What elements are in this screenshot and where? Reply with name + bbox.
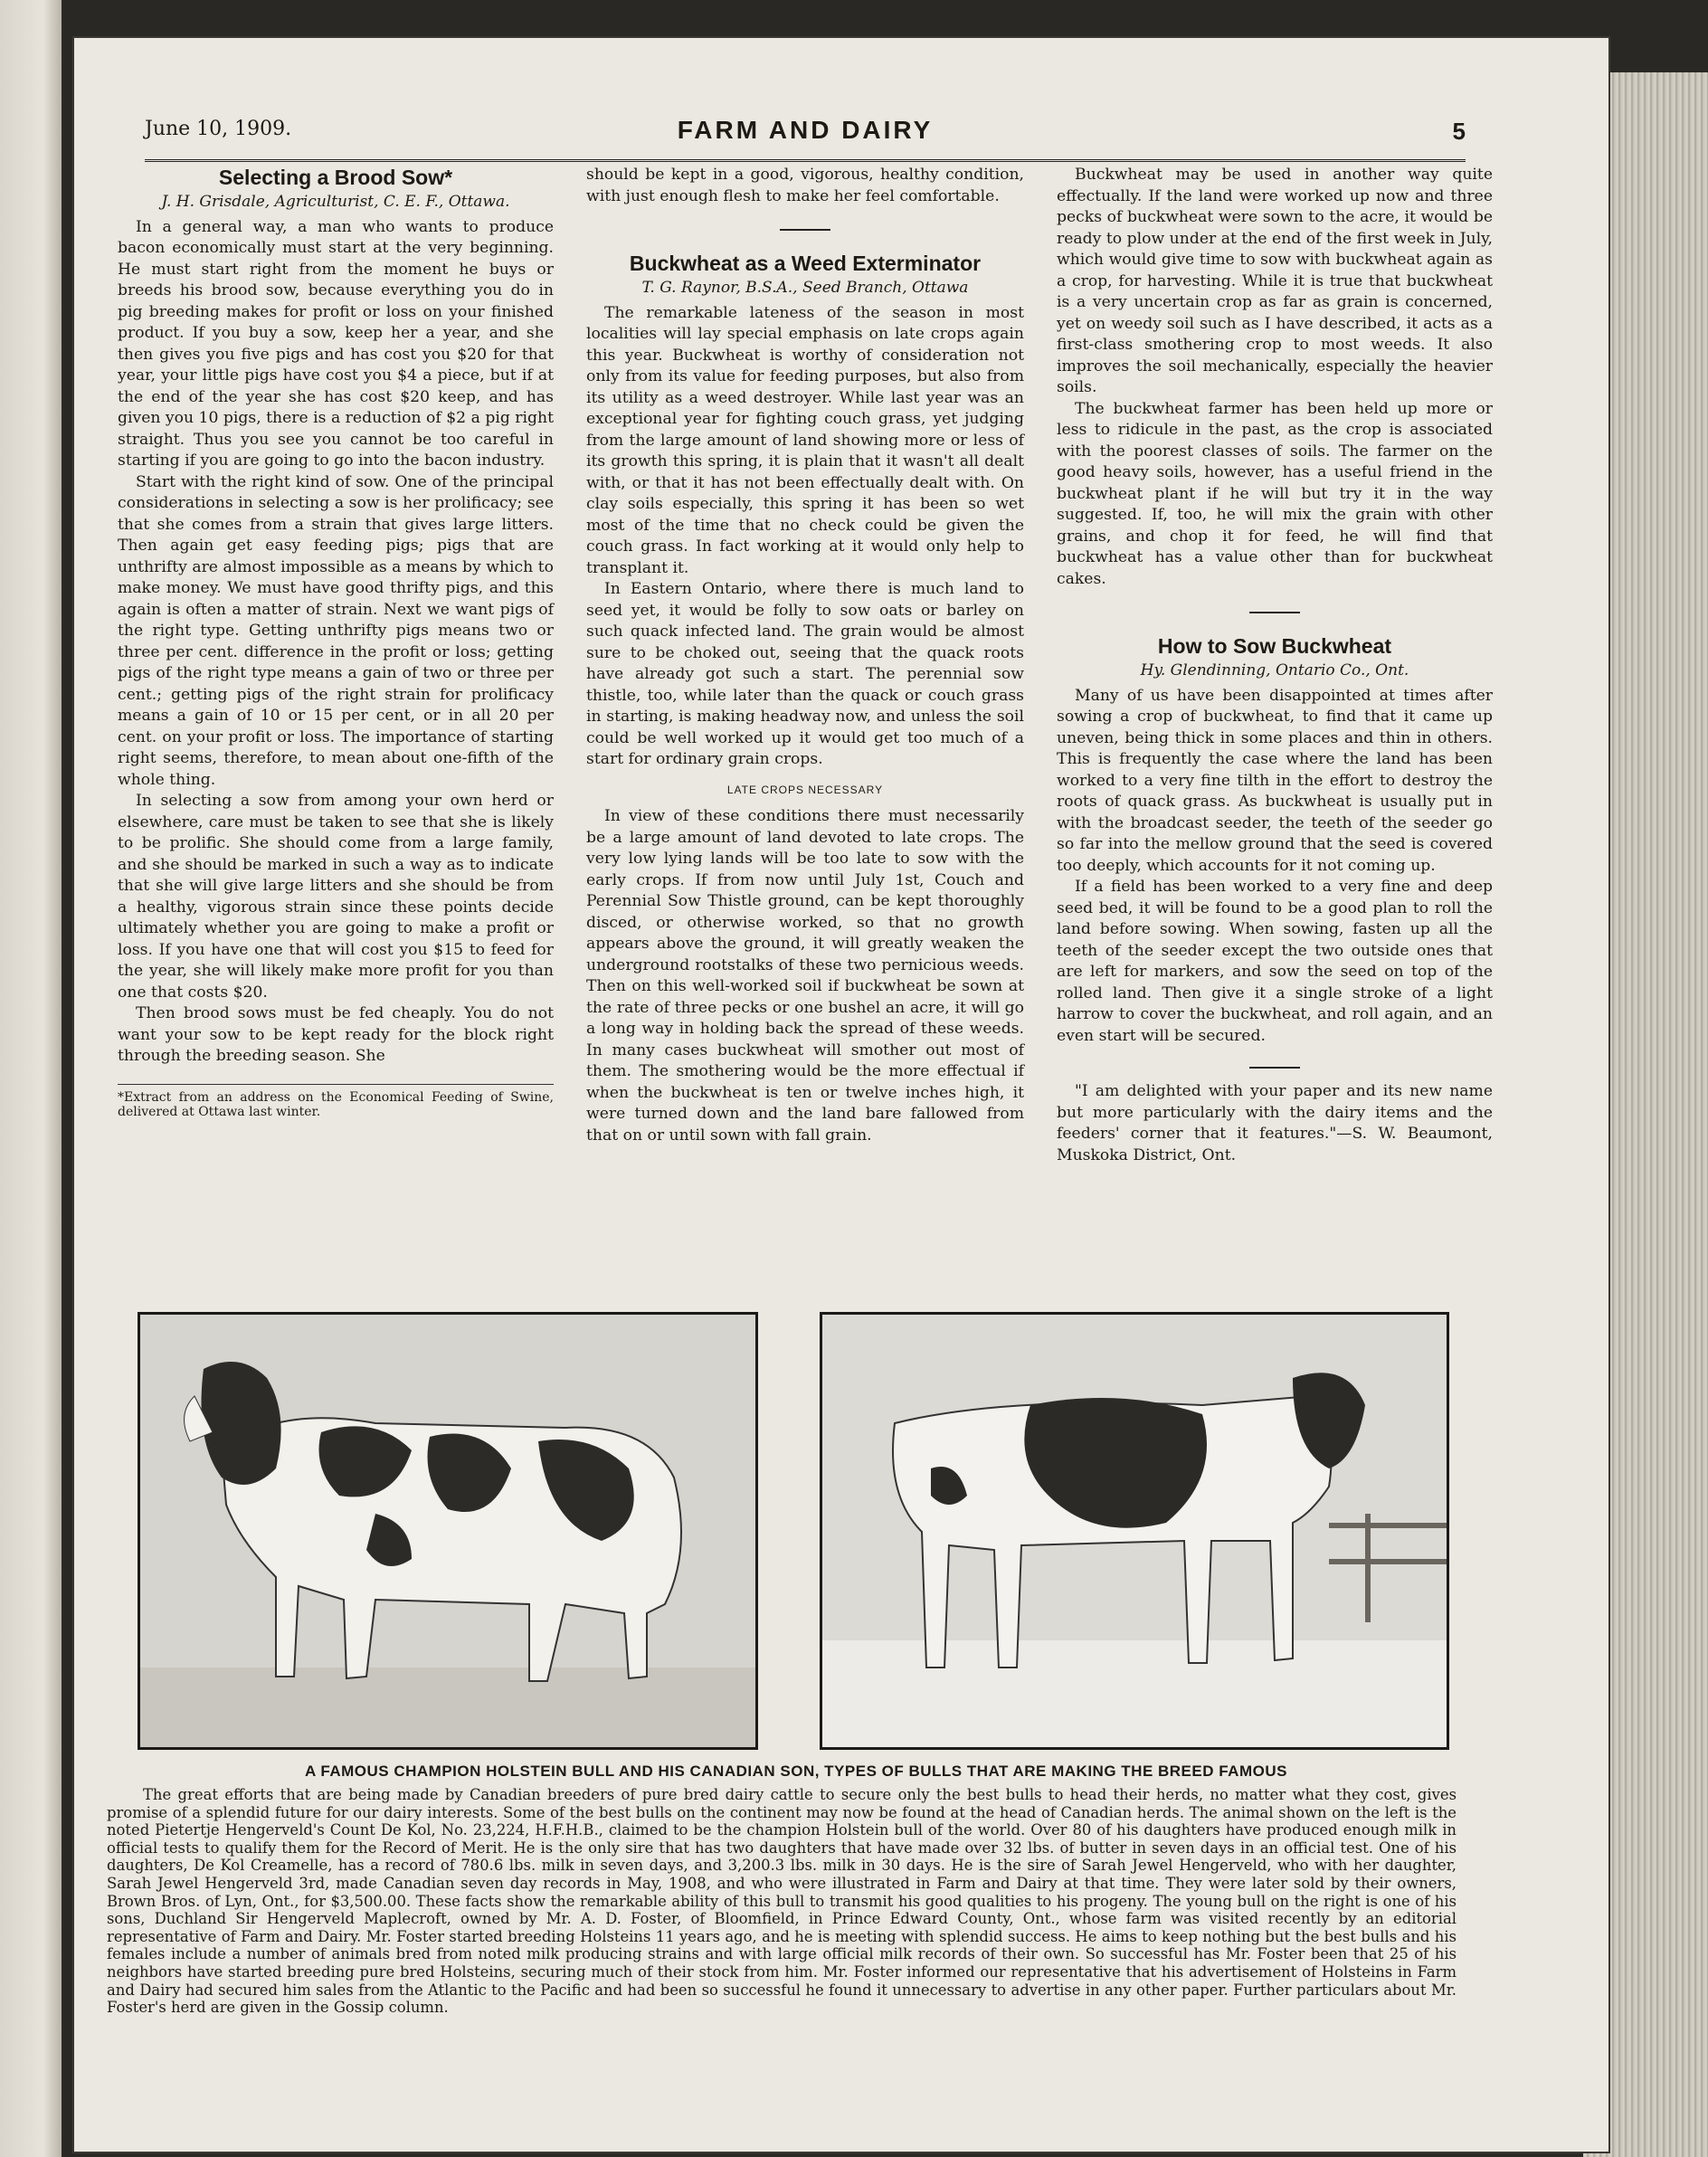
young-bull-illustration — [822, 1315, 1447, 1747]
issue-date: June 10, 1909. — [145, 118, 292, 140]
paragraph: Start with the right kind of sow. One of the principal considerations in selecting a sow is her prolificacy; see that she comes from a strain that gives large litters. Then again get easy feeding pigs; pigs that are unthrifty are almost impossible as a means by which to make money. We must have good thrifty pigs, and this again is often a matter of strain. Next we want pigs of the right type. Getting unthrifty pigs means two or three per cent. difference in the profit or loss; getting pigs of the right type means a gain of two or three per cent.; getting pigs of the right strain for prolificacy means a gain of 10 or 15 per cent, or in all 20 per cent. on your profit or loss. The importance of starting right seems, therefore, to mean about one-fifth of the whole thing. — [118, 472, 554, 789]
paragraph: Then brood sows must be fed cheaply. You do not want your sow to be kept ready for the block right through the breeding season. She — [118, 1004, 554, 1065]
footnote: *Extract from an address on the Economical Feeding of Swine, delivered at Ottawa last winter. — [118, 1084, 554, 1119]
column-1 — [118, 165, 554, 1119]
paragraph: Many of us have been disappointed at times after sowing a crop of buckwheat, to find that it came up uneven, being thick in some places and thin in others. This is frequently the case where the land has been worked to a very fine tilth in the effort to destroy the roots of quack grass. As buckwheat is usually put in with the broadcast seeder, the teeth of the seeder go so far into the mellow ground that the seed is covered too deeply, which accounts for it not coming up. — [1057, 686, 1493, 875]
article-title-sow-buckwheat: How to Sow Buckwheat — [1157, 634, 1392, 658]
paragraph: In selecting a sow from among your own herd or elsewhere, care must be taken to see that she is likely to be prolific. She should come from a large family, and she should be marked in such a way as to indicate that she will give large litters and she should be from a healthy, vigorous strain since these points decide ultimately whether you are going to make a profit or loss. If you have one that will cost you $15 to feed for the year, she will likely make more profit for you than one that costs $20. — [118, 792, 554, 1002]
caption-paragraph: The great efforts that are being made by Canadian breeders of pure bred dairy cattle to secure only the best bulls to head their herds, no matter what they cost, gives promise of a splendid future for our dairy interests. Some of the best bulls on the continent may now be found at the head of Canadian herds. The animal shown on the left is the noted Pietertje Hengerveld's Count De Kol, No. 23,224, H.F.H.B., claimed to be the champion Holstein bull of the world. Over 80 of his daughters have produced enough milk in official tests to qualify them for the Record of Merit. He is the only sire that has two daughters that have made over 32 lbs. of butter in seven days in an official test. One of his daughters, De Kol Creamelle, has a record of 780.6 lbs. milk in seven days, and 3,200.3 lbs. milk in 30 days. He is the sire of Sarah Jewel Hengerveld, who with her daughter, Sarah Jewel Hengerveld 3rd, made Canadian seven day records in May, 1908, and who were illustrated in Farm and Dairy at that time. They were later sold by their owners, Brown Bros. of Lyn, Ont., for $3,500.00. These facts show the remarkable ability of this bull to transmit his good qualities to his progeny. The young bull on the right is one of his sons, Duchland Sir Hengerveld Maplecroft, owned by Mr. A. D. Foster, of Bloomfield, in Prince Edward County, Ont., whose farm was visited recently by an editorial representative of Farm and Dairy. Mr. Foster started breeding Holsteins 11 years ago, and he is meeting with splendid success. He aims to keep nothing but the best bulls and his females include a number of animals bred from noted milk producing strains and with large official milk records of their own. So successful has Mr. Foster been that 25 of his neighbors have started breeding pure bred Holsteins, securing much of their stock from him. Mr. Foster informed our representative that his advertisement of Holsteins in Farm and Dairy had secured him sales from the Atlantic to the Pacific and had been so successful he found it unnecessary to advertise in any other paper. Further particulars about Mr. Foster's herd are given in the Gossip column. — [107, 1786, 1457, 2017]
paragraph: In a general way, a man who wants to produce bacon economically must start at the very beginning. He must start right from the moment he buys or breeds his brood sow, because everything you do in pig breeding makes for profit or loss on your finished product. If you buy a sow, keep her a year, and she then gives you five pigs and has cost you $20 for that year, your little pigs have cost you $4 a piece, but if at the end of the year she has cost $20 keep, and has given you 10 pigs, there is a reduction of $2 a pig right straight. Thus you see you cannot be too careful in starting if you are going to go into the bacon industry. — [118, 217, 554, 470]
paragraph: The buckwheat farmer has been held up more or less to ridicule in the past, as the crop is associated with the poorest classes of soils. The farmer on the good heavy soils, however, has a useful friend in the buckwheat plant if he will but try it in the way suggested. If, too, he will mix the grain with other grains, and chop it for feed, he will find that buckwheat has a value other than for buckwheat cakes. — [1057, 399, 1493, 588]
paragraph: If a field has been worked to a very fine and deep seed bed, it will be found to be a good plan to roll the land before sowing. When sowing, fasten up all the teeth of the seeder except the two outside ones that are left for markers, and sow the seed on top of the rolled land. Then give it a single stroke of a light harrow to cover the buckwheat, and roll again, and an even start will be secured. — [1057, 878, 1493, 1045]
paragraph: The remarkable lateness of the season in most localities will lay special emphasis on late crops again this year. Buckwheat is worthy of consideration not only from its value for feeding purposes, but also from its utility as a weed destroyer. While last year was an exceptional year for fighting couch grass, yet judging from the large amount of land showing more or less of its growth this spring, it is plain that it wasn't all dealt with, or that it has not been effectually dealt with. On clay soils especially, this spring it has been so wet most of the time that no check could be given the couch grass. In fact working at it would only help to transplant it. — [586, 303, 1024, 577]
masthead-title: FARM AND DAIRY — [677, 116, 934, 144]
paragraph: Buckwheat may be used in another way quite effectually. If the land were worked up now and three pecks of buckwheat were sown to the acre, it would be ready to plow under at the end of the first week in July, which would give time to sow with buckwheat again as a crop, for harvesting. While it is true that buckwheat is a very uncertain crop as far as grain is concerned, yet on weedy soil such as I have described, it acts as a first-class smothering crop to most weeds. It also improves the soil mechanically, especially the heavier soils. — [1057, 166, 1493, 396]
page-header — [145, 118, 1466, 162]
bull-illustration — [140, 1315, 755, 1747]
section-divider — [1249, 1067, 1300, 1069]
article-byline: T. G. Raynor, B.S.A., Seed Branch, Ottawa — [641, 279, 969, 297]
section-divider — [1249, 612, 1300, 613]
section-divider — [780, 229, 830, 231]
column-3 — [1057, 165, 1493, 1166]
subheading: LATE CROPS NECESSARY — [726, 783, 884, 796]
paragraph: In view of these conditions there must necessarily be a large amount of land devoted to late crops. The very low lying lands will be too late to sow with the early crops. If from now until July 1st, Couch and Perennial Sow Thistle ground, can be kept thoroughly disced, or otherwise worked, so that no growth appears above the ground, it will greatly weaken the underground rootstalks of these two pernicious weeds. Then on this well-worked soil if buckwheat be sown at the rate of three pecks or one bushel an acre, it will go a long way in holding back the spread of these weeds. In many cases buckwheat will smother out most of them. The smothering would be the more effectual if when the buckwheat is ten or twelve inches high, it were turned down and the land bare fallowed from that on or until sown with fall grain. — [586, 807, 1024, 1145]
article-byline: Hy. Glendinning, Ontario Co., Ont. — [1140, 661, 1409, 679]
article-title-buckwheat: Buckwheat as a Weed Exterminator — [629, 252, 982, 275]
paragraph: In Eastern Ontario, where there is much land to seed yet, it would be folly to sow oats or barley on such quack infected land. The grain would be almost sure to be choked out, seeing that the quack roots have already got such a start. The perennial sow thistle, too, while later than the quack or couch grass in starting, is making headway now, and unless the soil could be well worked up it would get too much of a start for ordinary grain crops. — [586, 580, 1024, 768]
article-title-brood-sow: Selecting a Brood Sow* — [218, 166, 453, 189]
page-number: 5 — [1452, 118, 1466, 145]
reader-quote — [1057, 1081, 1493, 1166]
photo-young-bull — [820, 1312, 1449, 1750]
photo-caption-title: A FAMOUS CHAMPION HOLSTEIN BULL AND HIS CANADIAN SON, TYPES OF BULLS THAT ARE MAKING THE BREED FAMOUS — [305, 1763, 1287, 1780]
adjacent-page-edge — [0, 0, 62, 2157]
column-2 — [586, 165, 1024, 1146]
continued-paragraph: should be kept in a good, vigorous, healthy condition, with just enough flesh to make her feel comfortable. — [586, 166, 1024, 205]
article-byline: J. H. Grisdale, Agriculturist, C. E. F., Ottawa. — [161, 193, 510, 211]
photo-holstein-bull — [138, 1312, 758, 1750]
quote-text: "I am delighted with your paper and its new name but more particularly with the dairy items and the feeders' corner that it features."—S. W. Beaumont, Muskoka District, Ont. — [1057, 1082, 1493, 1164]
photo-caption-body — [107, 1786, 1457, 2017]
